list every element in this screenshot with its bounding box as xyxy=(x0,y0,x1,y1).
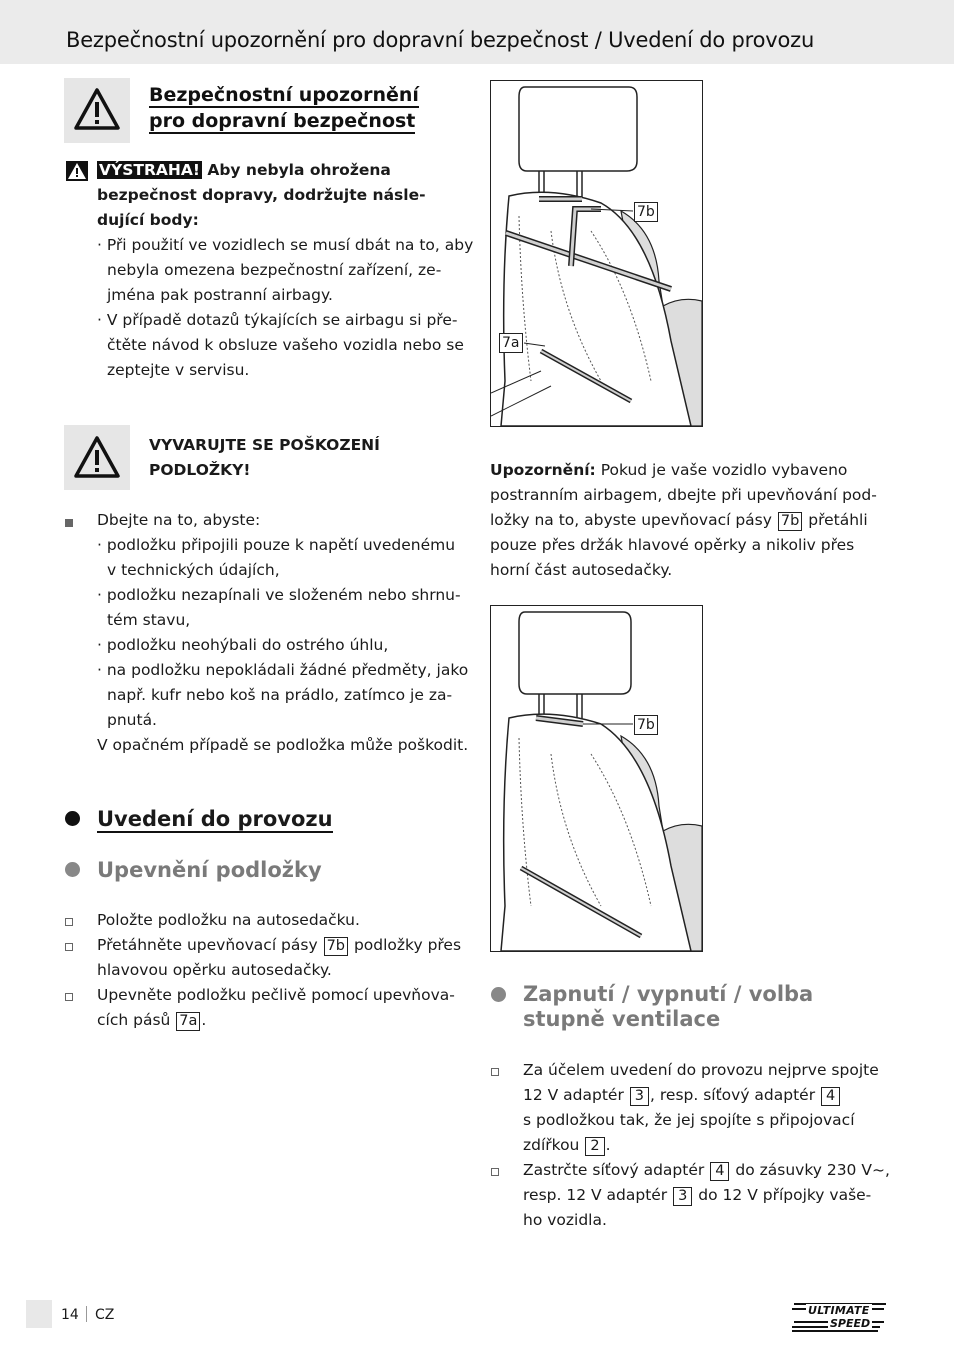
note-text-1: Pokud je vaše vozidlo vybaveno xyxy=(600,461,848,479)
caution-outro: V opačném případě se podložka může poškodit. xyxy=(97,736,469,754)
zapnuti-s1-l4 xyxy=(523,1133,611,1158)
step2-text-b: podložky přes xyxy=(353,936,462,954)
upevneni-step3-b xyxy=(97,1008,206,1033)
section-dot xyxy=(65,811,80,826)
logo-text-top: ULTIMATE xyxy=(808,1304,870,1317)
note-line4: pouze přes držák hlavové opěrky a nikoliv přes xyxy=(490,536,855,554)
seat-illustration-icon xyxy=(491,606,702,951)
ref-4: 4 xyxy=(821,1087,840,1106)
safety-heading xyxy=(149,82,419,134)
s2-text-d: do 12 V přípojky vaše- xyxy=(698,1186,872,1204)
ref-4: 4 xyxy=(710,1162,729,1181)
bullet-square xyxy=(65,519,73,527)
zapnuti-s2-l2 xyxy=(523,1183,871,1208)
caution-intro: Dbejte na to, abyste: xyxy=(97,511,261,529)
note-lead: Upozornění: xyxy=(490,461,596,479)
caution-item-2b: tém stavu, xyxy=(107,611,191,629)
upevneni-step2-c: hlavovou opěrku autosedačky. xyxy=(97,961,332,979)
ref-7a: 7a xyxy=(176,1012,200,1031)
safety-item-1-l3: jména pak postranní airbagy. xyxy=(107,286,333,304)
ref-3: 3 xyxy=(673,1187,692,1206)
zapnuti-s1-l1: Za účelem uvedení do provozu nejprve spojte xyxy=(523,1061,879,1079)
upevneni-step3: Upevněte podložku pečlivě pomocí upevňova- xyxy=(97,986,455,1004)
warning-line3: dující body: xyxy=(97,211,199,229)
note-line1 xyxy=(490,458,847,483)
step2-text-a: Přetáhněte upevňovací pásy xyxy=(97,936,318,954)
s1-text-a: 12 V adaptér xyxy=(523,1086,624,1104)
footer-marker xyxy=(26,1300,52,1328)
note-line3 xyxy=(490,508,868,533)
section-upevneni-title: Upevnění podložky xyxy=(97,858,322,882)
warning-box xyxy=(64,78,130,143)
checkbox-square xyxy=(65,943,73,951)
section-zapnuti-title-1: Zapnutí / vypnutí / volba xyxy=(523,982,814,1006)
page-number: 14 xyxy=(61,1307,79,1323)
page-lang: CZ xyxy=(95,1307,115,1323)
section-uvedeni-text: Uvedení do provozu xyxy=(97,807,333,831)
caution-item-2: · podložku nezapínali ve složeném nebo shrnu- xyxy=(97,586,461,604)
ref-7b: 7b xyxy=(324,937,348,956)
caution-item-1: · podložku připojili pouze k napětí uvedenému xyxy=(97,536,456,554)
upevneni-step1: Položte podložku na autosedačku. xyxy=(97,911,360,929)
fig1-label-7b: 7b xyxy=(634,202,658,222)
brand-logo xyxy=(792,1300,890,1334)
checkbox-square xyxy=(491,1068,499,1076)
zapnuti-s2-l1 xyxy=(523,1158,890,1183)
safety-item-2-l3: zeptejte v servisu. xyxy=(107,361,250,379)
safety-item-2-l2: čtěte návod k obsluze vašeho vozidla nebo se xyxy=(107,336,464,354)
ref-3: 3 xyxy=(630,1087,649,1106)
upevneni-step2 xyxy=(97,933,461,958)
ref-2: 2 xyxy=(585,1137,604,1156)
caution-triangle-icon xyxy=(73,435,121,479)
warning-line1 xyxy=(97,158,391,183)
warning-tag: VÝSTRAHA! xyxy=(99,161,200,179)
logo-text-bottom: SPEED xyxy=(830,1317,871,1330)
safety-heading-line2: pro dopravní bezpečnost xyxy=(149,110,416,132)
s2-text-a: Zastrčte síťový adaptér xyxy=(523,1161,705,1179)
zapnuti-s2-l3: ho vozidla. xyxy=(523,1211,607,1229)
zapnuti-s1-l2 xyxy=(523,1083,841,1108)
safety-item-1-l2: nebyla omezena bezpečnostní zařízení, ze- xyxy=(107,261,442,279)
caution-item-4c: pnutá. xyxy=(107,711,157,729)
safety-item-1-l1: · Při použití ve vozidlech se musí dbát na to, aby xyxy=(97,236,474,254)
caution-box xyxy=(64,425,130,490)
step3-text-b: cích pásů xyxy=(97,1011,171,1029)
seat-illustration-icon xyxy=(491,81,702,426)
checkbox-square xyxy=(491,1168,499,1176)
note-line5: horní část autosedačky. xyxy=(490,561,673,579)
small-warning-icon xyxy=(66,161,88,181)
caution-item-4b: např. kufr nebo koš na prádlo, zatímco je za- xyxy=(107,686,453,704)
ref-7b: 7b xyxy=(778,512,802,531)
fig2-label-7b: 7b xyxy=(634,715,658,735)
s1-text-b: , resp. síťový adaptér xyxy=(650,1086,816,1104)
figure-seat-2 xyxy=(490,605,703,952)
safety-item-2-l1: · V případě dotazů týkajících se airbagu si pře- xyxy=(97,311,458,329)
checkbox-square xyxy=(65,993,73,1001)
step3-text-c: . xyxy=(201,1011,207,1029)
caution-item-4: · na podložku nepokládali žádné předměty, jako xyxy=(97,661,469,679)
note-line2: postranním airbagem, dbejte při upevňování pod- xyxy=(490,486,877,504)
s2-text-c: resp. 12 V adaptér xyxy=(523,1186,668,1204)
s2-text-b: do zásuvky 230 V~, xyxy=(735,1161,890,1179)
s1-text-e: . xyxy=(605,1136,611,1154)
caution-item-1b: v technických údajích, xyxy=(107,561,280,579)
section-zapnuti-title-2: stupně ventilace xyxy=(523,1007,721,1031)
section-uvedeni-title xyxy=(97,806,333,832)
fig1-label-7a: 7a xyxy=(499,333,523,353)
checkbox-square xyxy=(65,918,73,926)
figure-seat-1 xyxy=(490,80,703,427)
subsection-dot xyxy=(491,987,506,1002)
zapnuti-s1-l3: s podložkou tak, že jej spojíte s připojovací xyxy=(523,1111,855,1129)
subsection-dot xyxy=(65,862,80,877)
footer-divider xyxy=(86,1306,87,1322)
caution-heading-2: PODLOŽKY! xyxy=(149,461,251,479)
warning-text-1: Aby nebyla ohrožena xyxy=(207,161,391,179)
caution-heading-1: VYVARUJTE SE POŠKOZENÍ xyxy=(149,436,380,454)
note-text-3a: ložky na to, abyste upevňovací pásy xyxy=(490,511,772,529)
warning-line2: bezpečnost dopravy, dodržujte násle- xyxy=(97,186,426,204)
page-title: Bezpečnostní upozornění pro dopravní bezpečnost / Uvedení do provozu xyxy=(66,28,815,52)
s1-text-d: zdířkou xyxy=(523,1136,580,1154)
caution-item-3: · podložku neohýbali do ostrého úhlu, xyxy=(97,636,389,654)
safety-heading-line1: Bezpečnostní upozornění xyxy=(149,84,419,106)
note-text-3b: přetáhli xyxy=(808,511,868,529)
warning-triangle-icon xyxy=(73,87,121,131)
